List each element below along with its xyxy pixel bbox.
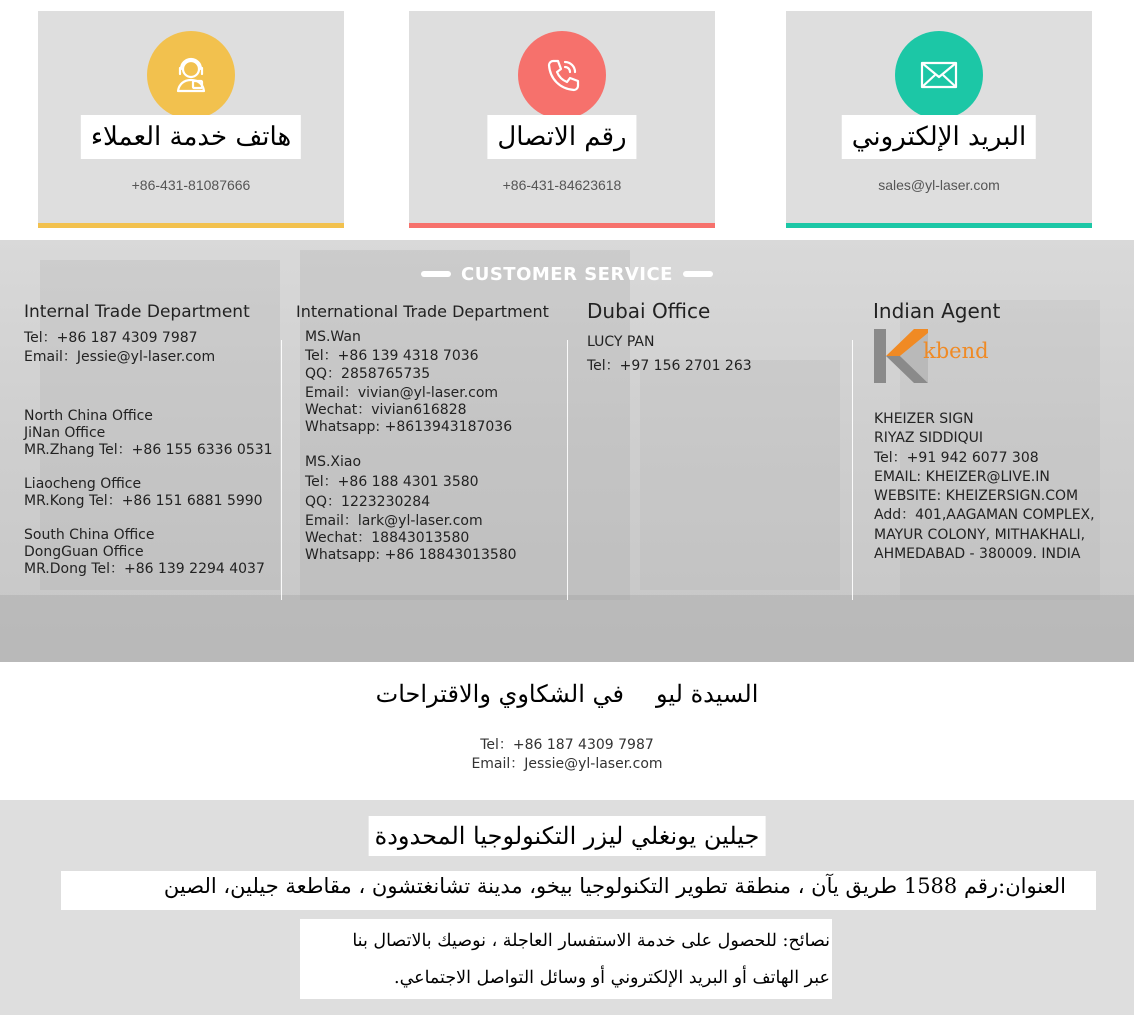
column-divider bbox=[281, 340, 282, 600]
sales-email[interactable]: sales@yl-laser.com bbox=[878, 177, 1000, 193]
card-accent-bar bbox=[786, 223, 1092, 228]
section-heading bbox=[0, 262, 1134, 286]
footer bbox=[0, 800, 1134, 1015]
international-trade-title: International Trade Department bbox=[296, 302, 549, 321]
tips-line: عبر الهاتف أو البريد الإلكتروني أو وسائل التواصل الاجتماعي. bbox=[394, 968, 830, 988]
customer-service-icon bbox=[147, 31, 235, 119]
card-title: البريد الإلكتروني bbox=[842, 115, 1036, 159]
complaints-label: في الشكاوي والاقتراحات bbox=[375, 680, 624, 708]
section-title: CUSTOMER SERVICE bbox=[461, 263, 673, 285]
international-trade-column bbox=[296, 302, 549, 564]
contact-line: RIYAZ SIDDIQUI bbox=[874, 430, 984, 447]
contact-line: Whatsapp: +8613943187036 bbox=[305, 419, 513, 435]
contact-line: KHEIZER SIGN bbox=[874, 411, 974, 427]
contact-line: MAYUR COLONY, MITHAKHALI, bbox=[874, 526, 1086, 543]
contact-line: JiNan Office bbox=[24, 425, 106, 441]
internal-trade-column bbox=[24, 302, 273, 578]
contact-line[interactable]: WEBSITE: KHEIZERSIGN.COM bbox=[874, 488, 1079, 505]
dubai-office-title: Dubai Office bbox=[587, 299, 711, 323]
contact-line: QQ：1223230284 bbox=[305, 493, 431, 510]
background-ground bbox=[0, 595, 1134, 662]
contact-cards bbox=[0, 0, 1134, 240]
customer-service-card bbox=[38, 11, 344, 228]
contact-line: MR.Zhang Tel：+86 155 6336 0531 bbox=[24, 442, 273, 458]
indian-agent-title: Indian Agent bbox=[873, 299, 1001, 323]
contact-line: LUCY PAN bbox=[587, 334, 655, 350]
card-accent-bar bbox=[38, 223, 344, 228]
kbend-logo bbox=[873, 329, 1095, 387]
column-divider bbox=[567, 340, 568, 600]
contact-number-card bbox=[409, 11, 715, 228]
contact-line: North China Office bbox=[24, 408, 153, 424]
contact-line: AHMEDABAD - 380009. INDIA bbox=[874, 546, 1081, 563]
complaints-title bbox=[0, 680, 1134, 708]
logo-wordmark: kbend bbox=[923, 339, 989, 363]
tips-line: نصائح: للحصول على خدمة الاستفسار العاجلة ، نوصيك بالاتصال بنا bbox=[352, 931, 830, 951]
card-title: رقم الاتصال bbox=[487, 115, 636, 159]
contact-line: MR.Dong Tel：+86 139 2294 4037 bbox=[24, 561, 265, 577]
contact-line: Tel：+86 188 4301 3580 bbox=[305, 473, 479, 490]
contact-line: Tel：+91 942 6077 308 bbox=[874, 449, 1039, 466]
contact-phone[interactable]: +86-431-84623618 bbox=[502, 177, 622, 193]
contact-line: Whatsapp: +86 18843013580 bbox=[305, 546, 517, 563]
complaints-contact-name: السيدة ليو bbox=[656, 680, 759, 708]
contact-line[interactable]: Email：Jessie@yl-laser.com bbox=[24, 348, 216, 365]
email-card bbox=[786, 11, 1092, 228]
customer-service-phone[interactable]: +86-431-81087666 bbox=[131, 177, 251, 193]
contact-line: Tel：+97 156 2701 263 bbox=[587, 358, 752, 374]
contact-line: Add：401,AAGAMAN COMPLEX, bbox=[874, 507, 1095, 524]
company-name: جيلين يونغلي ليزر التكنولوجيا المحدودة bbox=[369, 816, 766, 856]
contact-line: MS.Wan bbox=[305, 329, 361, 345]
company-address: العنوان:رقم 1588 طريق يآن ، منطقة تطوير التكنولوجيا بيخو، مدينة تشانغتشون ، مقاطعة جيلين، الصين bbox=[61, 871, 1096, 910]
contact-line[interactable]: Email：vivian@yl-laser.com bbox=[305, 384, 499, 401]
phone-icon bbox=[518, 31, 606, 119]
complaints-phone[interactable]: Tel：+86 187 4309 7987 bbox=[480, 737, 654, 753]
contact-line[interactable]: EMAIL: KHEIZER@LIVE.IN bbox=[874, 468, 1050, 485]
contact-line: Tel：+86 187 4309 7987 bbox=[24, 330, 198, 346]
contact-line: MS.Xiao bbox=[305, 454, 362, 470]
contact-line: Liaocheng Office bbox=[24, 476, 142, 492]
contact-tips bbox=[300, 919, 832, 999]
contact-line: Wechat：vivian616828 bbox=[305, 402, 467, 418]
card-accent-bar bbox=[409, 223, 715, 228]
contact-line: Wechat：18843013580 bbox=[305, 529, 470, 546]
contact-line: QQ：2858765735 bbox=[305, 366, 431, 382]
heading-decor-line bbox=[421, 271, 451, 277]
customer-service-section bbox=[0, 240, 1134, 662]
background-building bbox=[640, 360, 840, 590]
complaints-section bbox=[0, 662, 1134, 800]
internal-trade-title: Internal Trade Department bbox=[24, 302, 250, 322]
complaints-email[interactable]: Email：Jessie@yl-laser.com bbox=[471, 756, 663, 772]
contact-line: MR.Kong Tel：+86 151 6881 5990 bbox=[24, 493, 263, 509]
heading-decor-line bbox=[683, 271, 713, 277]
card-title: هاتف خدمة العملاء bbox=[81, 115, 301, 159]
dubai-office-column bbox=[587, 299, 752, 378]
column-divider bbox=[852, 340, 853, 600]
contact-line[interactable]: Email：lark@yl-laser.com bbox=[305, 512, 483, 529]
contact-line: DongGuan Office bbox=[24, 544, 144, 560]
envelope-icon bbox=[895, 31, 983, 119]
contact-line: Tel：+86 139 4318 7036 bbox=[305, 347, 479, 364]
contact-line: South China Office bbox=[24, 527, 155, 543]
indian-agent-column bbox=[873, 299, 1095, 564]
